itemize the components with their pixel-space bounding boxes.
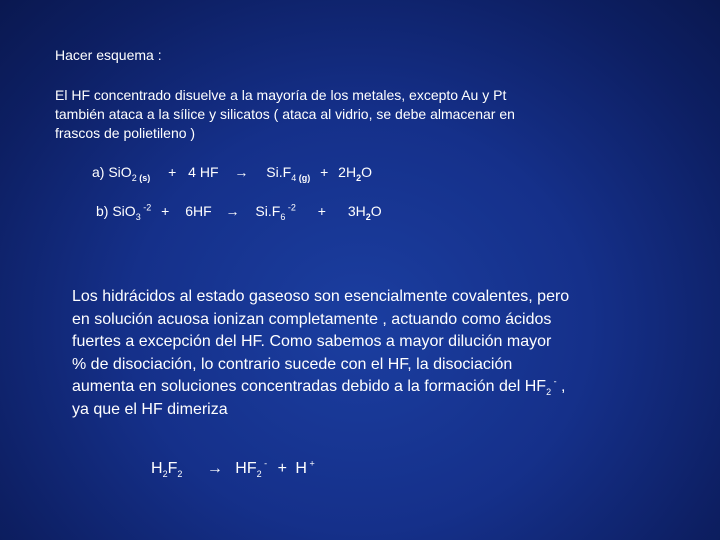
paragraph-line: Los hidrácidos al estado gaseoso son esencialmente covalentes, pero (72, 288, 570, 305)
paragraph-line: % de disociación, lo contrario sucede con el HF, la disociación (72, 355, 513, 373)
equation-b: b) SiO$_3$ $^{-2} + 6HF \to Si.F_6$ $^{-2} + 3H_2O$ (96, 202, 382, 222)
equation-a: a) SiO$_2$ $_{(s)}$ + 4 HF → $Si.F_4$ $_{(g)} + 2H_2O$ (92, 164, 372, 183)
equation-c: $H_2F_2 \to HF_2$ - + H + (151, 458, 315, 480)
eq-b-label: b) Si (96, 203, 125, 219)
heading: Hacer esquema : (55, 47, 162, 63)
arrow-icon: → (225, 203, 240, 219)
intro-line-1: El HF concentrado disuelve a la mayoría de los metales, excepto Au y Pt (55, 87, 507, 103)
paragraph-line: en solución acuosa ionizan completamente , actuando como ácidos (72, 310, 552, 328)
intro-line-3: frascos de polietileno ) (55, 125, 196, 141)
paragraph-line: aumenta en soluciones concentradas debido a la formación del $HF_2$ - , (72, 376, 566, 398)
paragraph-line: ya que el HF dimeriza (72, 400, 228, 418)
paragraph-line: fuertes a excepción del HF. Como sabemos a mayor dilución mayor (72, 333, 552, 350)
eq-a-label: a) Si (92, 164, 121, 180)
arrow-icon: → (206, 460, 223, 477)
arrow-icon: → (234, 164, 249, 180)
intro-line-2: también ataca a la sílice y silicatos ( ataca al vidrio, se debe almacenar en (55, 106, 515, 122)
explanation-paragraph (72, 286, 672, 421)
